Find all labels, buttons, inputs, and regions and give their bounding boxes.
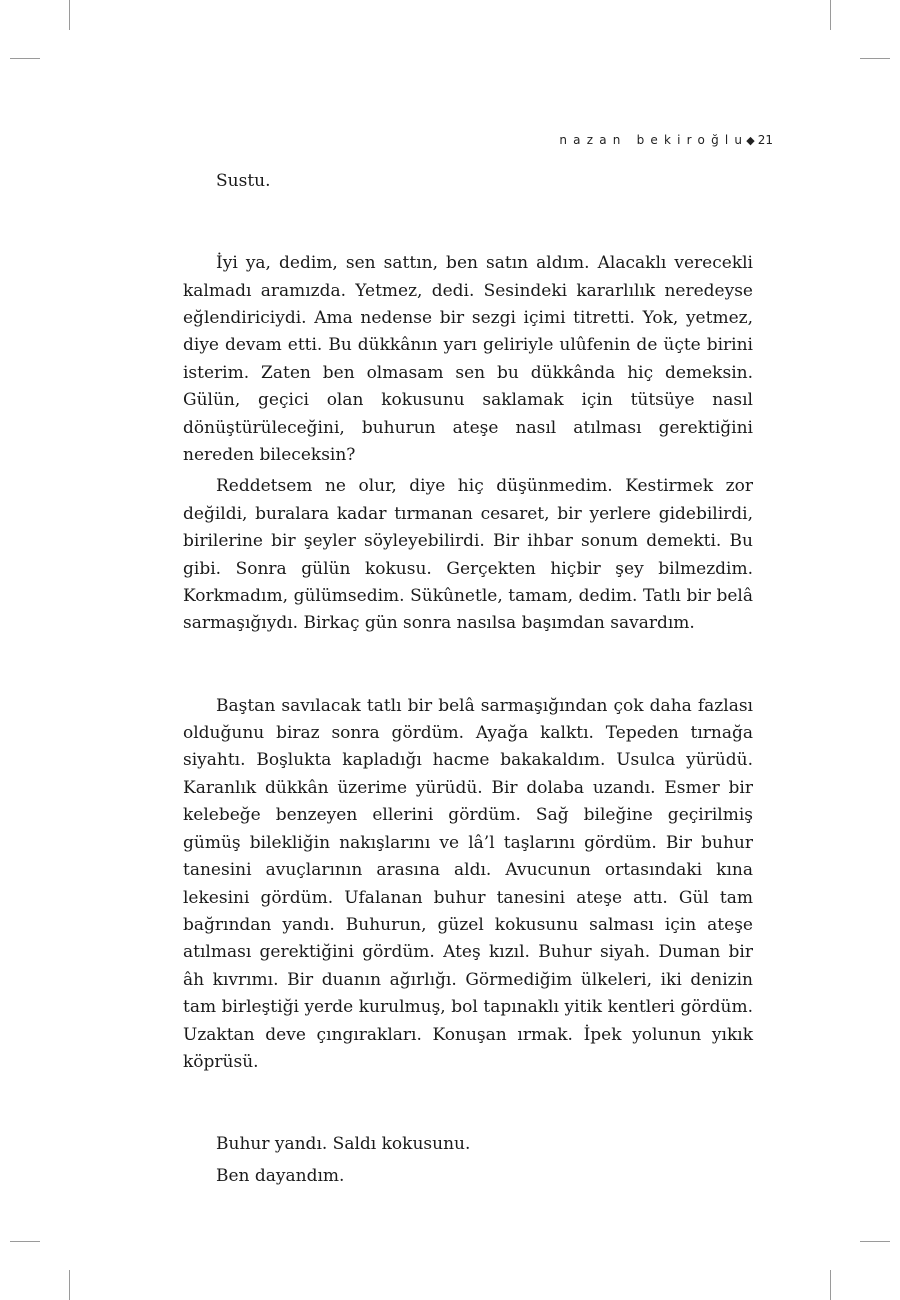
running-head bbox=[559, 132, 773, 149]
crop-mark-right-bottom bbox=[860, 1241, 890, 1242]
crop-mark-top-right bbox=[830, 0, 831, 30]
crop-mark-right-top bbox=[860, 58, 890, 59]
author-name: nazan bekiroğlu bbox=[559, 133, 749, 147]
paragraph: Ben dayandım. bbox=[216, 1165, 345, 1186]
paragraph: Buhur yandı. Saldı kokusunu. bbox=[216, 1134, 471, 1155]
paragraph: Reddetsem ne olur, diye hiç düşünmedim. Kestirmek zor değildi, buralara kadar tırmanan cesaret, bir yerlere gidebilirdi, birilerine bir şeyler söyleyebilirdi. Bir ihbar sonum demekti. Bu gibi. Sonra gülün kokusu. Gerçekten hiçbir şey bilmezdim. Korkmadım, gülümsedim. Sükûnetle, tamam, dedim. Tatlı bir belâ sarmaşığıydı. Birkaç gün sonra nasılsa başımdan savardım. bbox=[183, 476, 753, 634]
separator-glyph: ◆ bbox=[746, 134, 755, 147]
page-number: 21 bbox=[757, 133, 773, 147]
crop-mark-bottom-left bbox=[69, 1270, 70, 1300]
crop-mark-top-left bbox=[69, 0, 70, 30]
crop-mark-left-bottom bbox=[10, 1241, 40, 1242]
paragraph: Sustu. bbox=[216, 171, 271, 191]
crop-mark-left-top bbox=[10, 58, 40, 59]
crop-mark-bottom-right bbox=[830, 1270, 831, 1300]
paragraph: Baştan savılacak tatlı bir belâ sarmaşığından çok daha fazlası olduğunu biraz sonra gördüm. Ayağa kalktı. Tepeden tırnağa siyahtı. Boşlukta kapladığı hacme bakakaldım. Usulca yürüdü. Karanlık dükkân üzerime yürüdü. Bir dolaba uzandı. Esmer bir kelebeğe benzeyen ellerini gördüm. Sağ bileğine geçirilmiş gümüş bilekliğin nakışlarını ve lâ’l taşlarını gördüm. Bir buhur tanesini avuçlarının arasına aldı. Avucunun ortasındaki kına lekesini gördüm. Ufalanan buhur tanesini ateşe attı. Gül tam bağrından yandı. Buhurun, güzel kokusunu salması için ateşe atılması gerektiğini gördüm. Ateş kızıl. Buhur siyah. Duman bir âh kıvrımı. Bir duanın ağırlığı. Görmediğim ülkeleri, iki denizin tam birleştiği yerde kurulmuş, bol tapınaklı yitik kentleri gördüm. Uzaktan deve çıngırakları. Konuşan ırmak. İpek yolunun yıkık köprüsü. bbox=[183, 695, 753, 1072]
body-text bbox=[183, 168, 753, 1190]
paragraph: İyi ya, dedim, sen sattın, ben satın aldım. Alacaklı verecekli kalmadı aramızda. Yetmez, dedi. Sesindeki kararlılık neredeyse eğlendiriciydi. Ama nedense bir sezgi içimi titretti. Yok, yetmez, diye devam etti. Bu dükkânın yarı geliriyle ulûfenin de üçte birini isterim. Zaten ben olmasam sen bu dükkânda hiç demeksin. Gülün, geçici olan kokusunu saklamak için tütsüye nasıl dönüştürüleceğini, buhurun ateşe nasıl atılması gerektiğini nereden bileceksin? bbox=[183, 253, 753, 466]
